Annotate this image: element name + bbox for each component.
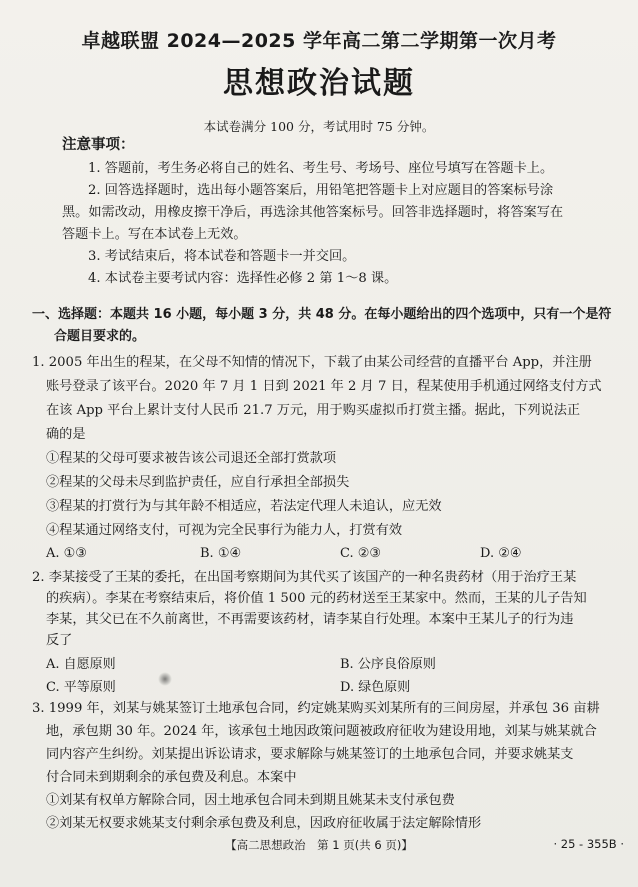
note-line-2: 2. 回答选择题时，选出每小题答案后，用铅笔把答题卡上对应题目的答案标号涂 bbox=[88, 183, 554, 198]
q1-stem-3: 在该 App 平台上累计支付人民币 21.7 万元，用于购买虚拟币打赏主播。据此，下列说法正 bbox=[46, 403, 581, 418]
q1-stem-4: 确的是 bbox=[46, 427, 86, 442]
section-heading: 一、选择题：本题共 16 小题，每小题 3 分，共 48 分。在每小题给出的四个选项中，只有一个是符 bbox=[32, 307, 612, 322]
q1-option-d: D. ②④ bbox=[480, 546, 522, 561]
q2-stem-1: 2. 李某接受了王某的委托，在出国考察期间为其代买了该国产的一种名贵药材（用于治疗王某 bbox=[32, 570, 577, 585]
footer-page-label: 【高二思想政治 第 1 页(共 6 页)】 bbox=[225, 838, 413, 852]
note-line-5: 3. 考试结束后，将本试卷和答题卡一并交回。 bbox=[88, 249, 356, 264]
section-heading-cont: 合题目要求的。 bbox=[54, 329, 146, 344]
q1-statement-1: ①程某的父母可要求被告该公司退还全部打赏款项 bbox=[46, 451, 337, 466]
q3-statement-1: ①刘某有权单方解除合同，因土地承包合同未到期且姚某未支付承包费 bbox=[46, 793, 455, 808]
exam-info: 本试卷满分 100 分，考试用时 75 分钟。 bbox=[203, 119, 435, 134]
q1-stem-2: 账号登录了该平台。2020 年 7 月 1 日到 2021 年 2 月 7 日，程某使用手机通过网络支付方式 bbox=[46, 379, 602, 394]
q3-stem-2: 地，承包期 30 年。2024 年，该承包土地因政策问题被政府征收为建设用地，刘某与姚某就合 bbox=[46, 724, 597, 739]
note-line-4: 答题卡上。写在本试卷上无效。 bbox=[62, 227, 247, 242]
note-line-3: 黑。如需改动，用橡皮擦干净后，再选涂其他答案标号。回答非选择题时，将答案写在 bbox=[62, 205, 564, 220]
q3-stem-1: 3. 1999 年，刘某与姚某签订土地承包合同，约定姚某购买刘某所有的三间房屋，并承包 36 亩耕 bbox=[32, 701, 600, 716]
q3-stem-4: 付合同未到期剩余的承包费及利息。本案中 bbox=[46, 770, 297, 785]
q1-statement-4: ④程某通过网络支付，可视为完全民事行为能力人，打赏有效 bbox=[46, 523, 403, 538]
subject-title: 思想政治试题 bbox=[223, 66, 415, 101]
q2-option-a: A. 自愿原则 bbox=[46, 657, 116, 672]
notes-title: 注意事项： bbox=[62, 137, 135, 153]
note-line-1: 1. 答题前，考生务必将自己的姓名、考生号、考场号、座位号填写在答题卡上。 bbox=[88, 161, 554, 176]
note-line-6: 4. 本试卷主要考试内容：选择性必修 2 第 1～8 课。 bbox=[88, 271, 398, 286]
ink-blot bbox=[158, 672, 172, 686]
q2-option-c: C. 平等原则 bbox=[46, 680, 116, 695]
q1-option-c: C. ②③ bbox=[340, 546, 382, 561]
q2-stem-4: 反了 bbox=[46, 633, 73, 648]
exam-title: 卓越联盟 2024—2025 学年高二第二学期第一次月考 bbox=[81, 30, 557, 52]
q2-option-d: D. 绿色原则 bbox=[340, 680, 411, 695]
q3-stem-3: 同内容产生纠纷。刘某提出诉讼请求，要求解除与姚某签订的土地承包合同，并要求姚某支 bbox=[46, 747, 574, 762]
q2-stem-3: 李某，其父已在不久前离世，不再需要该药材，请李某自行处理。本案中王某儿子的行为违 bbox=[46, 612, 574, 627]
q1-statement-2: ②程某的父母未尽到监护责任，应自行承担全部损失 bbox=[46, 475, 350, 490]
footer-exam-code: · 25 - 355B · bbox=[553, 837, 624, 851]
q3-statement-2: ②刘某无权要求姚某支付剩余承包费及利息，因政府征收属于法定解除情形 bbox=[46, 816, 482, 831]
q1-stem-1: 1. 2005 年出生的程某，在父母不知情的情况下，下载了由某公司经营的直播平台 App，并注册 bbox=[32, 355, 592, 370]
q1-statement-3: ③程某的打赏行为与其年龄不相适应，若法定代理人未追认，应无效 bbox=[46, 499, 442, 514]
q2-stem-2: 的疾病）。李某在考察结束后，将价值 1 500 元的药材送至王某家中。然而，王某的儿子告知 bbox=[46, 591, 587, 606]
q1-option-b: B. ①④ bbox=[200, 546, 242, 561]
q2-option-b: B. 公序良俗原则 bbox=[340, 657, 436, 672]
q1-option-a: A. ①③ bbox=[46, 546, 87, 561]
